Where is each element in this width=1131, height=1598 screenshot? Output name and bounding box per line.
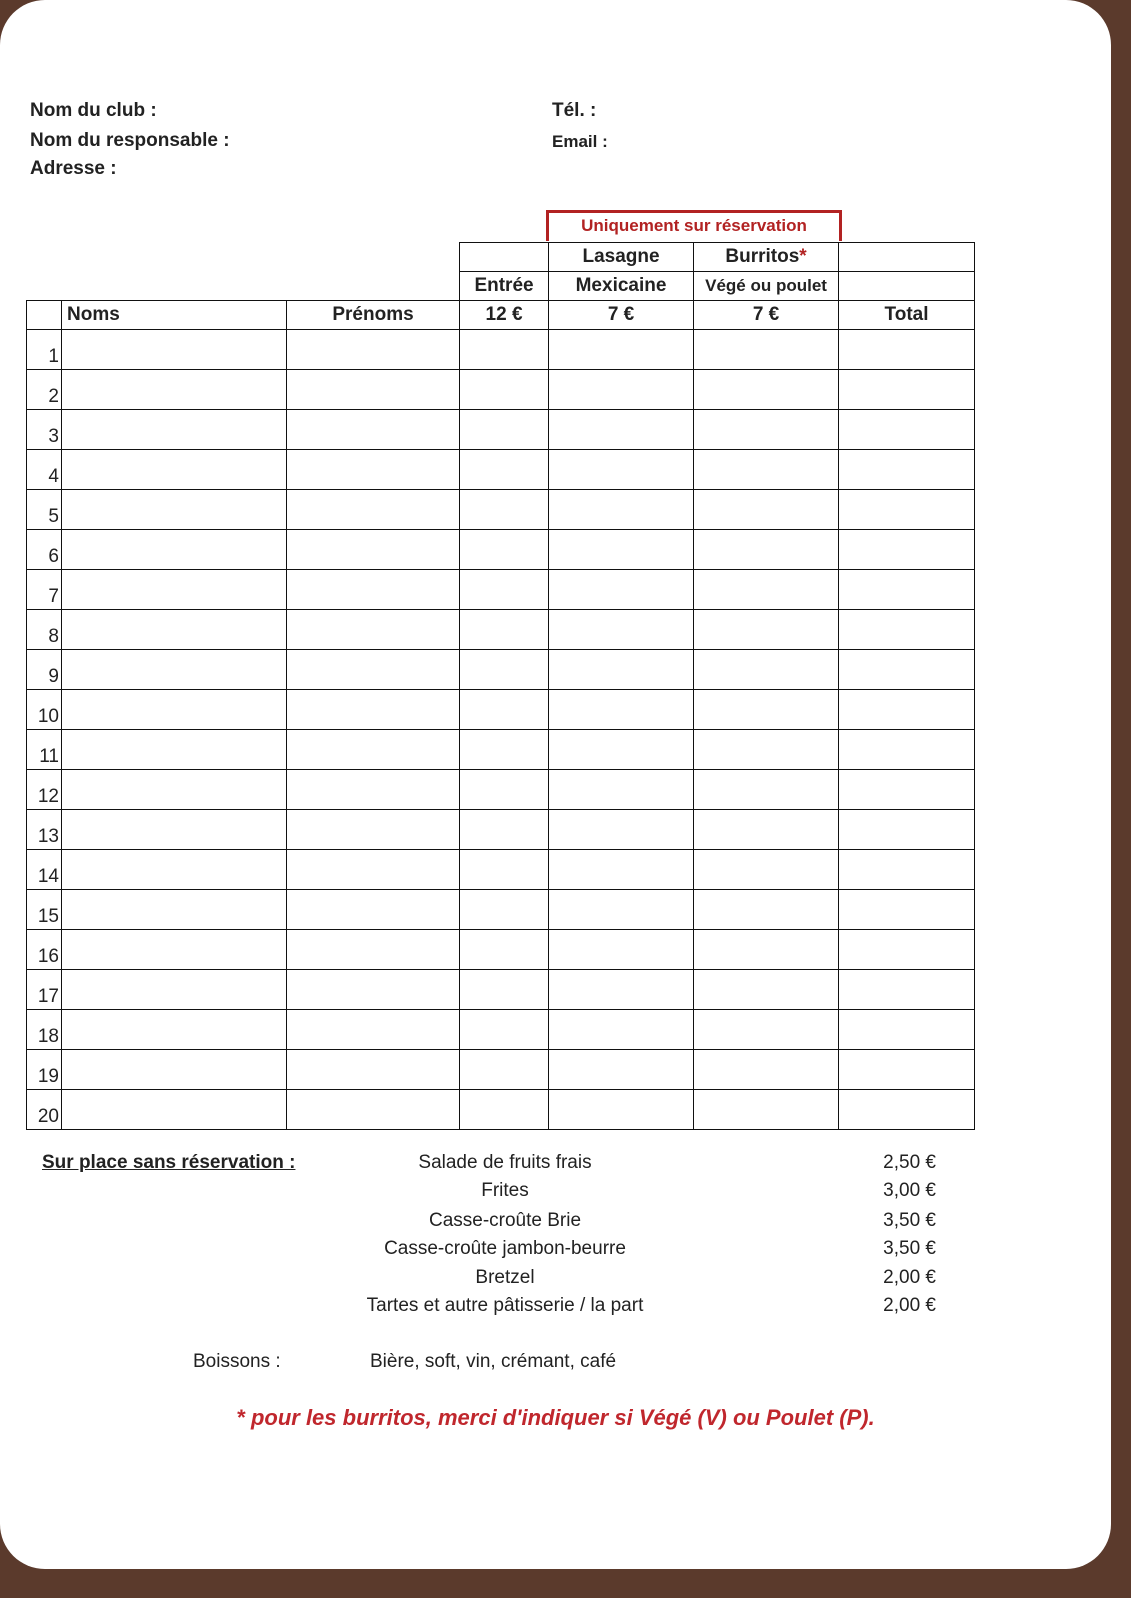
entree-cell[interactable] [460, 570, 549, 610]
total-cell[interactable] [839, 570, 975, 610]
menu-item-label: Frites [481, 1180, 529, 1201]
burritos-cell[interactable] [694, 570, 839, 610]
row-number: 11 [27, 730, 62, 770]
table-row [27, 610, 975, 650]
nom-cell[interactable] [62, 330, 287, 370]
email-label: Email : [552, 132, 608, 151]
reservation-only-banner: Uniquement sur réservation [546, 210, 842, 241]
prenom-cell[interactable] [287, 410, 460, 450]
prenom-cell[interactable] [287, 770, 460, 810]
table-row [27, 690, 975, 730]
prenom-cell[interactable] [287, 610, 460, 650]
burritos-cell[interactable] [694, 770, 839, 810]
prenom-cell[interactable] [287, 690, 460, 730]
burritos-cell[interactable] [694, 330, 839, 370]
entree-cell[interactable] [460, 810, 549, 850]
table-row [27, 450, 975, 490]
lasagne-cell[interactable] [549, 810, 694, 850]
lasagne-header-bottom: Mexicaine [549, 272, 694, 301]
row-number: 20 [27, 1090, 62, 1130]
nom-cell[interactable] [62, 530, 287, 570]
menu-item-price: 3,00 € [883, 1180, 936, 1201]
prenom-cell[interactable] [287, 330, 460, 370]
burritos-cell[interactable] [694, 370, 839, 410]
burritos-cell[interactable] [694, 450, 839, 490]
entree-cell[interactable] [460, 370, 549, 410]
row-number: 6 [27, 530, 62, 570]
sur-place-title: Sur place sans réservation : [42, 1152, 296, 1173]
entree-cell[interactable] [460, 850, 549, 890]
table-row [27, 890, 975, 930]
total-cell[interactable] [839, 970, 975, 1010]
lasagne-cell[interactable] [549, 890, 694, 930]
table-row [27, 530, 975, 570]
entree-cell[interactable] [460, 1010, 549, 1050]
menu-item-label: Casse-croûte Brie [428, 1210, 582, 1231]
nom-cell[interactable] [62, 1050, 287, 1090]
entree-cell[interactable] [460, 770, 549, 810]
noms-header: Noms [62, 301, 287, 330]
table-row [27, 1050, 975, 1090]
menu-item-label: Bretzel [475, 1267, 535, 1288]
row-number: 16 [27, 930, 62, 970]
total-cell[interactable] [839, 770, 975, 810]
tel-label: Tél. : [552, 100, 597, 121]
row-number: 17 [27, 970, 62, 1010]
lasagne-cell[interactable] [549, 730, 694, 770]
row-number: 10 [27, 690, 62, 730]
boissons-value: Bière, soft, vin, crémant, café [370, 1351, 617, 1372]
total-cell[interactable] [839, 1050, 975, 1090]
table-row [27, 410, 975, 450]
nom-cell[interactable] [62, 890, 287, 930]
total-header-mid [839, 272, 975, 301]
row-number: 1 [27, 330, 62, 370]
responsable-label: Nom du responsable : [30, 130, 230, 151]
lasagne-cell[interactable] [549, 650, 694, 690]
prenom-cell[interactable] [287, 970, 460, 1010]
total-cell[interactable] [839, 890, 975, 930]
total-cell[interactable] [839, 450, 975, 490]
table-row [27, 570, 975, 610]
total-cell[interactable] [839, 730, 975, 770]
nom-cell[interactable] [62, 370, 287, 410]
burritos-cell[interactable] [694, 1010, 839, 1050]
menu-item-label: Casse-croûte jambon-beurre [384, 1238, 626, 1259]
entree-cell[interactable] [460, 410, 549, 450]
entree-cell[interactable] [460, 1090, 549, 1130]
nom-cell[interactable] [62, 570, 287, 610]
nom-cell[interactable] [62, 730, 287, 770]
total-cell[interactable] [839, 810, 975, 850]
row-number: 14 [27, 850, 62, 890]
nom-cell[interactable] [62, 770, 287, 810]
entree-cell[interactable] [460, 930, 549, 970]
table-row [27, 730, 975, 770]
total-cell[interactable] [839, 410, 975, 450]
lasagne-cell[interactable] [549, 770, 694, 810]
lasagne-cell[interactable] [549, 330, 694, 370]
nom-cell[interactable] [62, 970, 287, 1010]
table-row [27, 810, 975, 850]
row-number: 15 [27, 890, 62, 930]
lasagne-header-top: Lasagne [549, 243, 694, 272]
row-number: 2 [27, 370, 62, 410]
lasagne-cell[interactable] [549, 690, 694, 730]
burritos-cell[interactable] [694, 690, 839, 730]
club-name-label: Nom du club : [30, 100, 157, 121]
entree-cell[interactable] [460, 490, 549, 530]
table-row [27, 1010, 975, 1050]
burritos-header-top [694, 243, 839, 272]
total-header: Total [839, 301, 975, 330]
row-number: 5 [27, 490, 62, 530]
burritos-cell[interactable] [694, 530, 839, 570]
lasagne-cell[interactable] [549, 1090, 694, 1130]
row-number: 4 [27, 450, 62, 490]
menu-item-price: 2,50 € [883, 1152, 936, 1173]
entree-cell[interactable] [460, 650, 549, 690]
entree-cell[interactable] [460, 610, 549, 650]
nom-cell[interactable] [62, 850, 287, 890]
entree-cell[interactable] [460, 450, 549, 490]
lasagne-cell[interactable] [549, 370, 694, 410]
row-number: 8 [27, 610, 62, 650]
table-row [27, 330, 975, 370]
entree-header: Entrée [460, 272, 549, 301]
entree-cell[interactable] [460, 730, 549, 770]
nom-cell[interactable] [62, 650, 287, 690]
total-cell[interactable] [839, 690, 975, 730]
address-label: Adresse : [30, 158, 117, 179]
row-number: 19 [27, 1050, 62, 1090]
total-cell[interactable] [839, 490, 975, 530]
lasagne-cell[interactable] [549, 530, 694, 570]
row-number: 9 [27, 650, 62, 690]
entree-cell[interactable] [460, 330, 549, 370]
prenom-cell[interactable] [287, 570, 460, 610]
entree-cell[interactable] [460, 890, 549, 930]
burritos-cell[interactable] [694, 1090, 839, 1130]
prenom-cell[interactable] [287, 810, 460, 850]
total-cell[interactable] [839, 930, 975, 970]
burritos-cell[interactable] [694, 1050, 839, 1090]
prenom-cell[interactable] [287, 1010, 460, 1050]
prenom-cell[interactable] [287, 370, 460, 410]
table-row [27, 850, 975, 890]
lasagne-cell[interactable] [549, 850, 694, 890]
nom-cell[interactable] [62, 450, 287, 490]
lasagne-cell[interactable] [549, 1010, 694, 1050]
menu-item-price: 2,00 € [883, 1295, 936, 1316]
table-row [27, 650, 975, 690]
total-cell[interactable] [839, 370, 975, 410]
entree-cell[interactable] [460, 1050, 549, 1090]
total-cell[interactable] [839, 1010, 975, 1050]
burritos-cell[interactable] [694, 890, 839, 930]
entree-cell[interactable] [460, 970, 549, 1010]
total-cell[interactable] [839, 1090, 975, 1130]
prenom-cell[interactable] [287, 1050, 460, 1090]
lasagne-cell[interactable] [549, 610, 694, 650]
burritos-price: 7 € [694, 301, 839, 330]
entree-cell[interactable] [460, 530, 549, 570]
prenoms-header: Prénoms [287, 301, 460, 330]
burritos-cell[interactable] [694, 730, 839, 770]
row-number: 12 [27, 770, 62, 810]
table-row [27, 970, 975, 1010]
prenom-cell[interactable] [287, 450, 460, 490]
total-cell[interactable] [839, 610, 975, 650]
total-cell[interactable] [839, 650, 975, 690]
prenom-cell[interactable] [287, 490, 460, 530]
prenom-cell[interactable] [287, 890, 460, 930]
burritos-cell[interactable] [694, 850, 839, 890]
row-number: 13 [27, 810, 62, 850]
lasagne-cell[interactable] [549, 930, 694, 970]
nom-cell[interactable] [62, 1010, 287, 1050]
total-header-top [839, 243, 975, 272]
row-number: 7 [27, 570, 62, 610]
nom-cell[interactable] [62, 810, 287, 850]
entree-price: 12 € [460, 301, 549, 330]
prenom-cell[interactable] [287, 930, 460, 970]
table-row [27, 930, 975, 970]
lasagne-cell[interactable] [549, 570, 694, 610]
prenom-cell[interactable] [287, 730, 460, 770]
lasagne-cell[interactable] [549, 450, 694, 490]
table-row [27, 1090, 975, 1130]
nom-cell[interactable] [62, 1090, 287, 1130]
index-header [27, 301, 62, 330]
nom-cell[interactable] [62, 610, 287, 650]
table-row [27, 490, 975, 530]
prenom-cell[interactable] [287, 650, 460, 690]
burritos-cell[interactable] [694, 970, 839, 1010]
burritos-header-bottom: Végé ou poulet [694, 272, 839, 301]
prenom-cell[interactable] [287, 850, 460, 890]
menu-item-label: Salade de fruits frais [418, 1152, 592, 1173]
burritos-cell[interactable] [694, 930, 839, 970]
lasagne-price: 7 € [549, 301, 694, 330]
prenom-cell[interactable] [287, 530, 460, 570]
nom-cell[interactable] [62, 690, 287, 730]
lasagne-cell[interactable] [549, 970, 694, 1010]
burritos-label: Burritos [725, 246, 800, 267]
nom-cell[interactable] [62, 410, 287, 450]
total-cell[interactable] [839, 330, 975, 370]
lasagne-cell[interactable] [549, 1050, 694, 1090]
burritos-cell[interactable] [694, 650, 839, 690]
entree-cell[interactable] [460, 690, 549, 730]
burritos-footnote: * pour les burritos, merci d'indiquer si Végé (V) ou Poulet (P). [236, 1405, 875, 1430]
menu-item-label: Tartes et autre pâtisserie / la part [366, 1295, 644, 1316]
burritos-asterisk: * [799, 246, 807, 267]
table-row [27, 370, 975, 410]
burritos-cell[interactable] [694, 610, 839, 650]
total-cell[interactable] [839, 530, 975, 570]
burritos-cell[interactable] [694, 490, 839, 530]
row-number: 18 [27, 1010, 62, 1050]
total-cell[interactable] [839, 850, 975, 890]
boissons-label: Boissons : [193, 1351, 281, 1372]
lasagne-cell[interactable] [549, 490, 694, 530]
nom-cell[interactable] [62, 930, 287, 970]
menu-item-price: 2,00 € [883, 1267, 936, 1288]
nom-cell[interactable] [62, 490, 287, 530]
order-table [26, 242, 975, 1130]
lasagne-cell[interactable] [549, 410, 694, 450]
burritos-cell[interactable] [694, 810, 839, 850]
burritos-cell[interactable] [694, 410, 839, 450]
menu-item-price: 3,50 € [883, 1210, 936, 1231]
table-row [27, 770, 975, 810]
prenom-cell[interactable] [287, 1090, 460, 1130]
row-number: 3 [27, 410, 62, 450]
entree-header-top [460, 243, 549, 272]
menu-item-price: 3,50 € [883, 1238, 936, 1259]
